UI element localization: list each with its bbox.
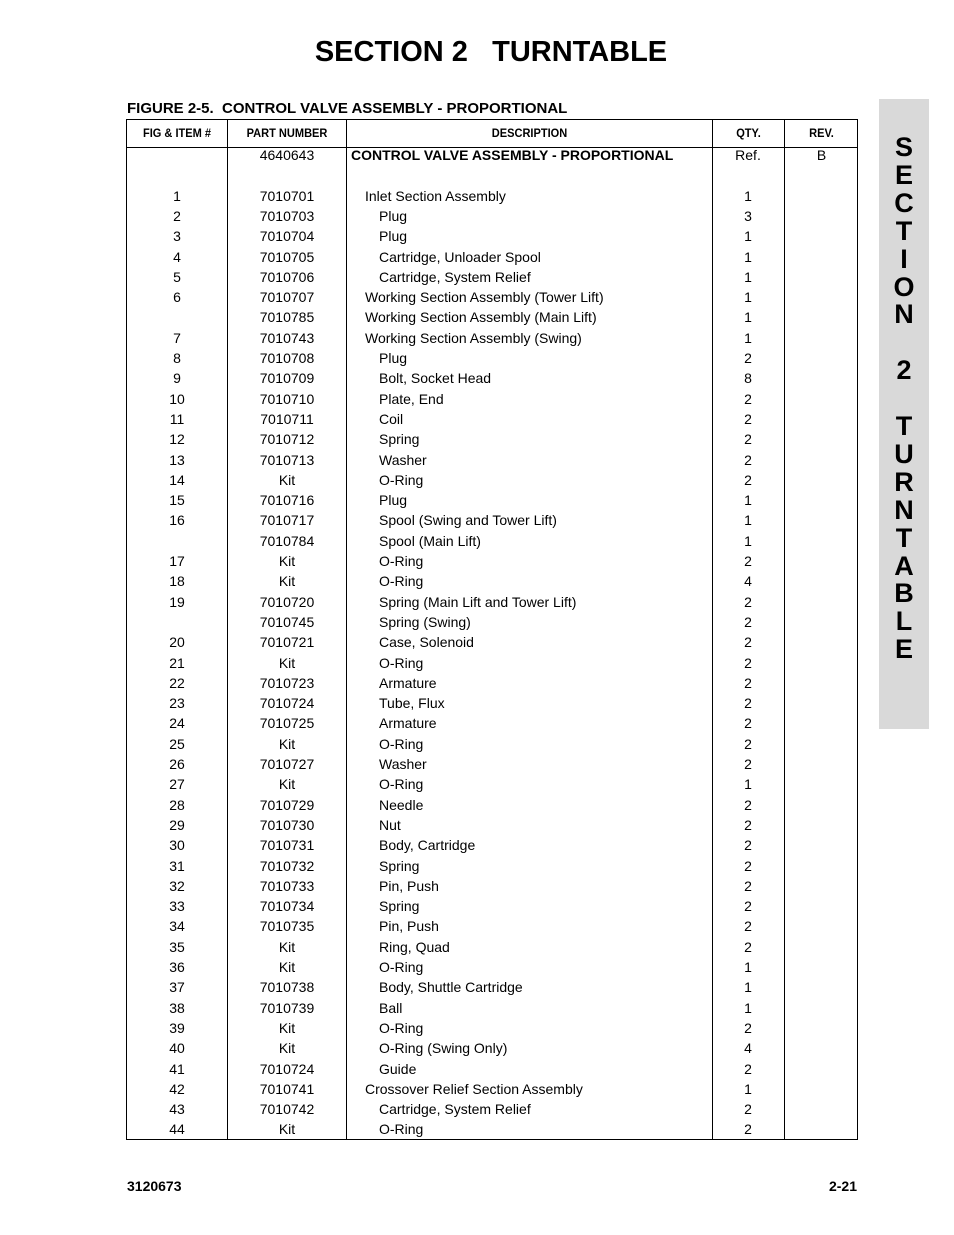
table-row xyxy=(127,1119,857,1139)
part-number-cell: 7010713 xyxy=(259,451,315,468)
part-number-cell: 7010725 xyxy=(259,715,315,732)
side-tab-letter: I xyxy=(900,243,908,274)
table-row xyxy=(127,916,857,936)
qty-cell: 1 xyxy=(744,248,752,265)
qty-cell: 2 xyxy=(744,1121,752,1138)
qty-cell: 2 xyxy=(744,816,752,833)
part-number-cell: 7010732 xyxy=(259,857,315,874)
qty-cell: 8 xyxy=(744,370,752,387)
description-cell: Tube, Flux xyxy=(379,695,445,712)
qty-cell: 1 xyxy=(744,289,752,306)
table-row xyxy=(127,165,857,185)
description-cell: Working Section Assembly (Swing) xyxy=(365,329,582,346)
description-cell: CONTROL VALVE ASSEMBLY - PROPORTIONAL xyxy=(351,147,674,163)
part-number-cell: 7010704 xyxy=(259,228,315,245)
table-row xyxy=(127,957,857,977)
description-cell: Plug xyxy=(379,350,408,366)
fig-item-cell: 30 xyxy=(169,837,185,854)
qty-cell: 2 xyxy=(744,938,752,955)
description-cell: Case, Solenoid xyxy=(379,634,474,651)
description-cell: Spring xyxy=(379,898,420,915)
side-tab-letter: 2 xyxy=(896,355,912,386)
part-number-cell: 7010703 xyxy=(259,207,315,224)
qty-cell: 2 xyxy=(744,756,752,772)
part-number-cell: 7010717 xyxy=(259,512,315,529)
fig-item-cell: 28 xyxy=(169,796,185,813)
qty-cell: 2 xyxy=(744,431,752,448)
part-number-cell: Kit xyxy=(278,654,296,671)
table-row xyxy=(127,693,857,713)
qty-cell: 1 xyxy=(744,492,752,509)
part-number-cell: 7010706 xyxy=(259,268,315,285)
part-number-cell: 7010741 xyxy=(259,1080,315,1097)
part-number-cell: 7010709 xyxy=(259,370,315,387)
fig-item-cell: 33 xyxy=(169,898,185,915)
table-row xyxy=(127,206,857,226)
table-row xyxy=(127,490,857,510)
qty-cell: 1 xyxy=(744,959,752,975)
part-number-cell: 7010739 xyxy=(259,999,315,1016)
part-number-cell: 7010743 xyxy=(259,329,315,346)
table-row xyxy=(127,287,857,307)
part-number-cell: 7010707 xyxy=(259,289,315,306)
table-row xyxy=(127,1018,857,1038)
part-number-cell: 7010701 xyxy=(259,187,315,204)
description-cell: Working Section Assembly (Tower Lift) xyxy=(365,289,604,306)
qty-cell: 1 xyxy=(744,512,752,529)
fig-item-cell: 25 xyxy=(169,735,185,752)
table-row xyxy=(127,592,857,612)
fig-item-cell: 21 xyxy=(169,654,185,671)
table-row xyxy=(127,571,857,591)
table-row xyxy=(127,1099,857,1119)
doc-number: 3120673 xyxy=(127,1178,182,1194)
table-row xyxy=(127,977,857,997)
description-cell: Spool (Swing and Tower Lift) xyxy=(379,512,557,529)
qty-cell: Ref. xyxy=(735,147,761,163)
qty-cell: 2 xyxy=(744,1019,752,1036)
description-cell: Plug xyxy=(379,228,408,245)
fig-item-cell: 32 xyxy=(169,877,185,894)
description-cell: Spool (Main Lift) xyxy=(379,532,481,549)
part-number-cell: Kit xyxy=(278,573,296,590)
qty-cell: 2 xyxy=(744,634,752,651)
qty-cell: 4 xyxy=(744,1040,752,1057)
table-row xyxy=(127,632,857,652)
description-cell: Spring xyxy=(379,431,420,448)
rev-cell: B xyxy=(816,147,827,163)
side-tab-letter: N xyxy=(894,494,914,525)
part-number-cell: 7010724 xyxy=(259,1060,315,1077)
part-number-cell: Kit xyxy=(278,959,296,975)
side-tab-letter: U xyxy=(894,438,914,469)
description-cell: Bolt, Socket Head xyxy=(379,370,492,387)
qty-cell: 1 xyxy=(744,1080,752,1097)
qty-cell: 2 xyxy=(744,350,752,366)
fig-item-cell: 43 xyxy=(169,1101,185,1118)
part-number-cell: Kit xyxy=(278,776,296,793)
description-cell: Plug xyxy=(379,207,408,224)
part-number-cell: 7010729 xyxy=(259,796,315,813)
table-row xyxy=(127,531,857,551)
table-row xyxy=(127,937,857,957)
description-cell: Cartridge, System Relief xyxy=(379,268,531,285)
qty-cell: 2 xyxy=(744,613,752,630)
description-cell: Ring, Quad xyxy=(379,938,450,955)
fig-item-cell: 31 xyxy=(169,857,185,874)
fig-item-cell: 8 xyxy=(173,350,181,366)
part-number-cell: 7010712 xyxy=(259,431,315,448)
fig-item-cell: 3 xyxy=(173,228,181,245)
fig-item-cell: 7 xyxy=(173,329,181,346)
fig-item-cell: 44 xyxy=(169,1121,185,1138)
page-title: SECTION 2 TURNTABLE xyxy=(314,36,668,68)
qty-cell: 1 xyxy=(744,979,752,996)
table-row xyxy=(127,612,857,632)
side-tab-letter: N xyxy=(894,299,914,330)
qty-cell: 2 xyxy=(744,674,752,691)
qty-cell: 1 xyxy=(744,309,752,326)
table-row xyxy=(127,835,857,855)
fig-item-cell: 27 xyxy=(169,776,185,793)
part-number-cell: 7010705 xyxy=(259,248,315,265)
fig-item-cell: 42 xyxy=(169,1080,185,1097)
qty-cell: 2 xyxy=(744,1060,752,1077)
qty-cell: 2 xyxy=(744,857,752,874)
parts-table xyxy=(126,119,858,1140)
table-row xyxy=(127,145,857,165)
part-number-cell: 7010708 xyxy=(259,350,315,366)
table-row xyxy=(127,409,857,429)
table-row xyxy=(127,267,857,287)
fig-item-cell: 13 xyxy=(169,451,185,468)
description-cell: O-Ring (Swing Only) xyxy=(379,1040,508,1057)
description-cell: Crossover Relief Section Assembly xyxy=(365,1080,583,1097)
header-description: DESCRIPTION xyxy=(491,126,568,140)
part-number-cell: 7010711 xyxy=(260,410,314,427)
fig-item-cell: 19 xyxy=(169,593,185,610)
header-qty: QTY. xyxy=(736,126,761,140)
fig-item-cell: 1 xyxy=(173,187,181,204)
fig-item-cell: 18 xyxy=(169,573,185,590)
part-number-cell: Kit xyxy=(278,1019,296,1036)
table-row xyxy=(127,754,857,774)
fig-item-cell: 23 xyxy=(169,695,185,712)
table-row xyxy=(127,551,857,571)
fig-item-cell: 37 xyxy=(169,979,185,996)
table-row xyxy=(127,856,857,876)
part-number-cell: Kit xyxy=(278,471,296,488)
table-row xyxy=(127,1079,857,1099)
description-cell: Ball xyxy=(379,999,403,1016)
fig-item-cell: 36 xyxy=(169,959,185,975)
description-cell: Cartridge, Unloader Spool xyxy=(379,248,541,265)
part-number-cell: 7010720 xyxy=(259,593,315,610)
part-number-cell: 7010727 xyxy=(259,756,315,772)
fig-item-cell: 40 xyxy=(169,1040,185,1057)
table-row xyxy=(127,328,857,348)
description-cell: O-Ring xyxy=(379,776,424,793)
table-row xyxy=(127,673,857,693)
qty-cell: 2 xyxy=(744,654,752,671)
part-number-cell: 7010730 xyxy=(259,816,315,833)
description-cell: Pin, Push xyxy=(379,877,439,894)
qty-cell: 2 xyxy=(744,695,752,712)
table-row xyxy=(127,653,857,673)
qty-cell: 1 xyxy=(744,187,752,204)
fig-item-cell: 41 xyxy=(169,1060,185,1077)
header-rev: REV. xyxy=(809,126,834,140)
description-cell: Armature xyxy=(379,715,437,732)
qty-cell: 2 xyxy=(744,918,752,935)
part-number-cell: 7010745 xyxy=(259,613,315,630)
fig-item-cell: 5 xyxy=(173,268,181,285)
fig-item-cell: 24 xyxy=(169,715,185,732)
qty-cell: 2 xyxy=(744,471,752,488)
part-number-cell: Kit xyxy=(278,1121,296,1138)
page-number: 2-21 xyxy=(828,1178,857,1194)
part-number-cell: 7010721 xyxy=(259,634,315,651)
fig-item-cell: 17 xyxy=(169,553,185,569)
figure-title: FIGURE 2-5. CONTROL VALVE ASSEMBLY - PROPORTIONAL xyxy=(127,100,568,117)
description-cell: Plug xyxy=(379,492,408,509)
fig-item-cell: 14 xyxy=(169,471,185,488)
part-number-cell: 7010731 xyxy=(259,837,315,854)
description-cell: O-Ring xyxy=(379,654,424,671)
part-number-cell: 4640643 xyxy=(259,147,315,163)
table-row xyxy=(127,348,857,368)
table-row xyxy=(127,815,857,835)
description-cell: Cartridge, System Relief xyxy=(379,1101,531,1118)
table-row xyxy=(127,450,857,470)
qty-cell: 2 xyxy=(744,553,752,569)
table-row xyxy=(127,226,857,246)
table-row xyxy=(127,510,857,530)
table-row xyxy=(127,896,857,916)
part-number-cell: Kit xyxy=(278,938,296,955)
part-number-cell: 7010710 xyxy=(259,390,315,407)
table-row xyxy=(127,368,857,388)
fig-item-cell: 12 xyxy=(169,431,185,448)
fig-item-cell: 15 xyxy=(169,492,185,509)
description-cell: Needle xyxy=(379,796,424,813)
fig-item-cell: 34 xyxy=(169,918,185,935)
qty-cell: 4 xyxy=(744,573,752,590)
table-row xyxy=(127,713,857,733)
table-row xyxy=(127,186,857,206)
description-cell: O-Ring xyxy=(379,959,424,975)
side-tab-letter: S xyxy=(894,132,913,162)
description-cell: Spring xyxy=(379,857,420,874)
part-number-cell: 7010733 xyxy=(259,877,315,894)
table-row xyxy=(127,876,857,896)
fig-item-cell: 29 xyxy=(169,816,185,833)
description-cell: O-Ring xyxy=(379,1121,424,1138)
fig-item-cell: 9 xyxy=(173,370,181,387)
fig-item-cell: 26 xyxy=(169,756,185,772)
fig-item-cell: 6 xyxy=(173,289,181,306)
fig-item-cell: 39 xyxy=(169,1019,185,1036)
qty-cell: 2 xyxy=(744,451,752,468)
part-number-cell: 7010785 xyxy=(259,309,315,326)
qty-cell: 2 xyxy=(744,735,752,752)
description-cell: Spring (Swing) xyxy=(379,613,471,630)
side-tab-letter: T xyxy=(895,411,913,441)
header-part-number: PART NUMBER xyxy=(246,126,328,140)
part-number-cell: Kit xyxy=(278,1040,296,1057)
qty-cell: 2 xyxy=(744,715,752,732)
part-number-cell: 7010738 xyxy=(259,979,315,996)
description-cell: Plate, End xyxy=(379,390,444,407)
table-row xyxy=(127,389,857,409)
fig-item-cell: 22 xyxy=(169,674,185,691)
table-row xyxy=(127,1038,857,1058)
description-cell: Body, Cartridge xyxy=(379,837,476,854)
description-cell: Spring (Main Lift and Tower Lift) xyxy=(379,593,577,610)
side-tab-letter: C xyxy=(894,187,914,218)
part-number-cell: 7010735 xyxy=(259,918,315,935)
table-row xyxy=(127,470,857,490)
part-number-cell: 7010742 xyxy=(259,1101,315,1118)
side-tab-letter: O xyxy=(893,271,915,302)
qty-cell: 1 xyxy=(744,999,752,1016)
description-cell: Washer xyxy=(379,451,427,468)
fig-item-cell: 4 xyxy=(173,248,181,265)
side-tab-letter: B xyxy=(894,578,914,609)
side-tab-letter: A xyxy=(894,550,914,581)
table-row xyxy=(127,795,857,815)
fig-item-cell: 10 xyxy=(169,390,185,407)
description-cell: Nut xyxy=(379,816,401,833)
section-side-tab xyxy=(879,99,929,729)
fig-item-cell: 2 xyxy=(173,207,181,224)
part-number-cell: 7010784 xyxy=(259,532,315,549)
qty-cell: 1 xyxy=(744,268,752,285)
qty-cell: 2 xyxy=(744,837,752,854)
header-fig-item: FIG & ITEM # xyxy=(142,126,212,140)
side-tab-letter: E xyxy=(894,159,913,190)
part-number-cell: 7010734 xyxy=(259,898,315,915)
side-tab-letter: T xyxy=(895,522,913,553)
fig-item-cell: 20 xyxy=(169,634,185,651)
fig-item-cell: 38 xyxy=(169,999,185,1016)
fig-item-cell: 11 xyxy=(169,410,185,427)
side-tab-letter: T xyxy=(895,215,913,246)
qty-cell: 1 xyxy=(744,532,752,549)
description-cell: O-Ring xyxy=(379,573,424,590)
qty-cell: 2 xyxy=(744,1101,752,1118)
fig-item-cell: 16 xyxy=(169,512,185,529)
description-cell: O-Ring xyxy=(379,735,424,752)
description-cell: Washer xyxy=(379,756,427,772)
qty-cell: 2 xyxy=(744,410,752,427)
qty-cell: 2 xyxy=(744,877,752,894)
part-number-cell: 7010724 xyxy=(259,695,315,712)
description-cell: O-Ring xyxy=(379,553,424,569)
qty-cell: 2 xyxy=(744,593,752,610)
description-cell: Coil xyxy=(379,410,404,427)
description-cell: Pin, Push xyxy=(379,918,439,935)
part-number-cell: Kit xyxy=(278,553,296,569)
qty-cell: 1 xyxy=(744,776,752,793)
table-row xyxy=(127,307,857,327)
table-row xyxy=(127,734,857,754)
description-cell: Guide xyxy=(379,1060,417,1077)
table-row xyxy=(127,247,857,267)
side-tab-letter: R xyxy=(894,466,914,497)
description-cell: O-Ring xyxy=(379,1019,424,1036)
description-cell: Body, Shuttle Cartridge xyxy=(379,979,523,996)
qty-cell: 3 xyxy=(744,207,752,224)
fig-item-cell: 35 xyxy=(169,938,185,955)
table-row xyxy=(127,1059,857,1079)
qty-cell: 2 xyxy=(744,796,752,813)
description-cell: O-Ring xyxy=(379,471,424,488)
side-tab-letter: L xyxy=(895,606,913,637)
qty-cell: 1 xyxy=(744,228,752,245)
table-row xyxy=(127,774,857,794)
description-cell: Working Section Assembly (Main Lift) xyxy=(365,309,597,326)
side-tab-letter: E xyxy=(894,634,913,665)
description-cell: Inlet Section Assembly xyxy=(365,187,506,204)
part-number-cell: 7010723 xyxy=(259,674,315,691)
part-number-cell: 7010716 xyxy=(259,492,315,509)
table-row xyxy=(127,998,857,1018)
qty-cell: 1 xyxy=(744,329,752,346)
part-number-cell: Kit xyxy=(278,735,296,752)
description-cell: Armature xyxy=(379,674,437,691)
qty-cell: 2 xyxy=(744,390,752,407)
table-row xyxy=(127,429,857,449)
qty-cell: 2 xyxy=(744,898,752,915)
